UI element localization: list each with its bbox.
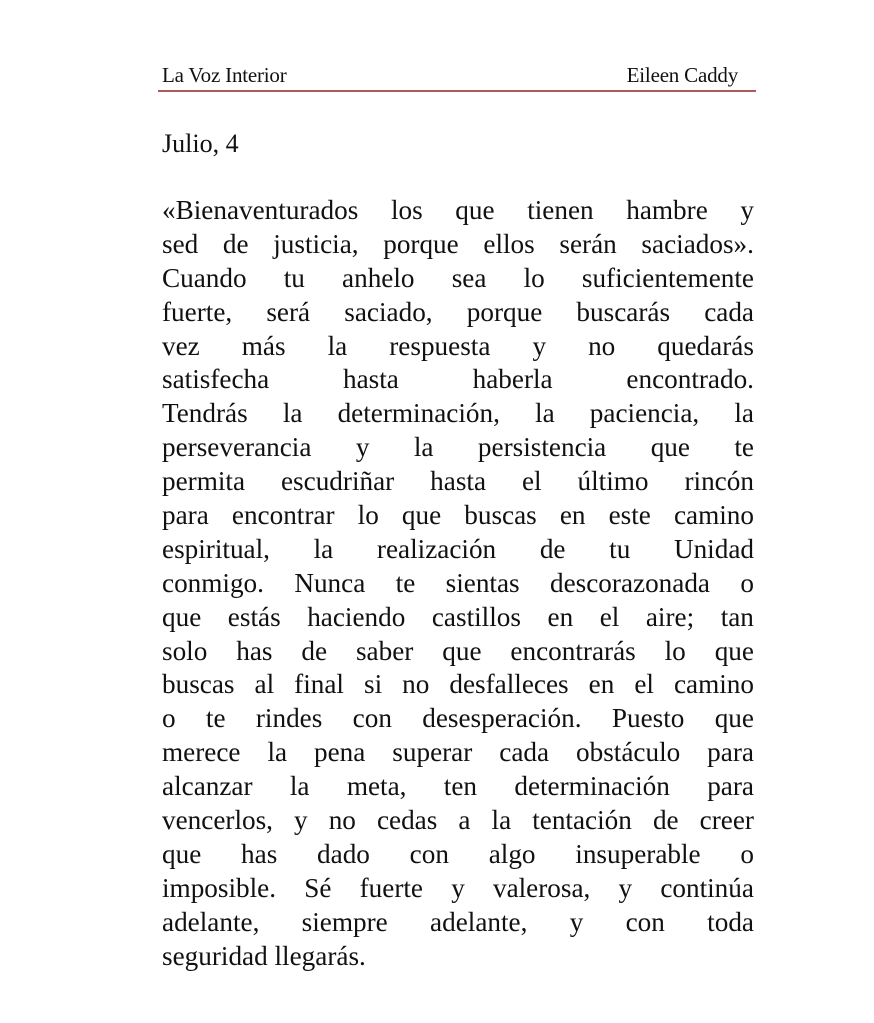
body-line: imposible. Sé fuerte y valerosa, y continúa xyxy=(162,872,754,903)
entry-date: Julio, 4 xyxy=(162,129,239,158)
book-title: La Voz Interior xyxy=(162,63,287,87)
body-line: espiritual, la realización de tu Unidad xyxy=(162,533,754,564)
body-line: buscas al final si no desfalleces en el camino xyxy=(162,669,754,700)
body-line: que has dado con algo insuperable o xyxy=(162,838,754,869)
body-line: perseverancia y la persistencia que te xyxy=(162,432,754,463)
body-line: satisfecha hasta haberla encontrado. xyxy=(162,364,754,395)
body-line: merece la pena superar cada obstáculo para xyxy=(162,737,754,768)
body-line: solo has de saber que encontrarás lo que xyxy=(162,635,754,666)
body-line: «Bienaventurados los que tienen hambre y xyxy=(162,195,754,225)
body-line: conmigo. Nunca te sientas descorazonada o xyxy=(162,567,754,598)
body-line: que estás haciendo castillos en el aire; tan xyxy=(162,601,754,632)
body-line: Cuando tu anhelo sea lo suficientemente xyxy=(162,262,754,293)
body-line: seguridad llegarás. xyxy=(162,940,366,971)
body-line: vez más la respuesta y no quedarás xyxy=(162,330,754,361)
body-line: alcanzar la meta, ten determinación para xyxy=(162,771,754,802)
body-line: Tendrás la determinación, la paciencia, la xyxy=(162,398,754,429)
author-name: Eileen Caddy xyxy=(626,63,738,87)
body-line: fuerte, será saciado, porque buscarás cada xyxy=(162,296,754,327)
entry-body xyxy=(162,194,754,973)
running-header xyxy=(158,62,756,92)
body-line: vencerlos, y no cedas a la tentación de creer xyxy=(162,805,754,836)
body-line: sed de justicia, porque ellos serán saciados». xyxy=(162,228,754,259)
body-line: o te rindes con desesperación. Puesto que xyxy=(162,703,754,734)
body-line: adelante, siempre adelante, y con toda xyxy=(162,906,754,937)
body-line: para encontrar lo que buscas en este camino xyxy=(162,500,754,531)
body-line: permita escudriñar hasta el último rincón xyxy=(162,466,754,497)
